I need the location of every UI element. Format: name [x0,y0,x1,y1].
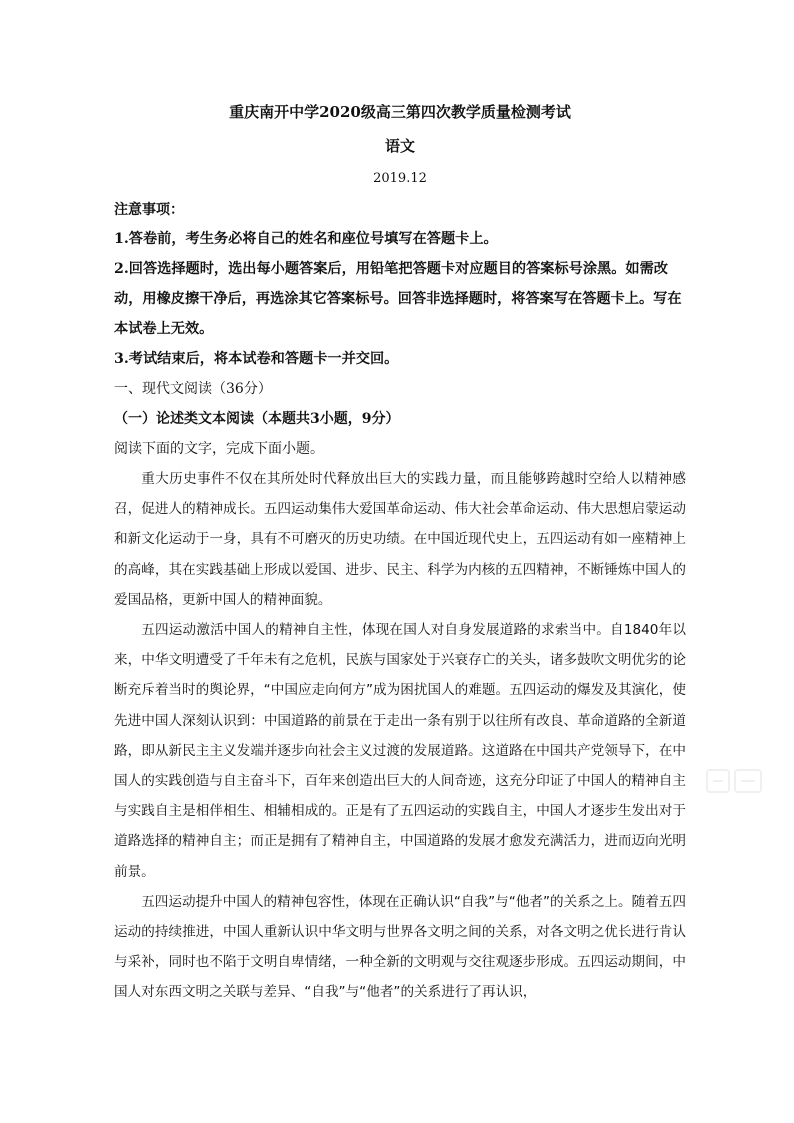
notice-item: 2.回答选择题时，选出每小题答案后，用铅笔把答题卡对应题目的答案标号涂黑。如需改动，用橡皮擦干净后，再选涂其它答案标号。回答非选择题时，将答案写在答题卡上。写在本试卷上无效。 [114,261,682,337]
notice-item: 3.考试结束后，将本试卷和答题卡一并交回。 [114,351,399,367]
exam-subject: 语文 [384,137,415,155]
passage-paragraph: 五四运动提升中国人的精神包容性，体现在正确认识“自我”与“他者”的关系之上。随着五四运动的持续推进，中国人重新认识中华文明与世界各文明之间的关系，对各文明之优长进行肯认与采补，同时也不陷于文明自卑情绪，一种全新的文明观与交往观逐步形成。五四运动期间，中国人对东西文明之关联与差异、“自我”与“他者”的关系进行了再认识， [114,893,686,1001]
notice-heading: 注意事项： [114,202,184,218]
section-heading: 一、现代文阅读（36分） [114,381,272,397]
exam-date: 2019.12 [373,171,427,186]
notice-list [114,224,686,374]
watermark-logo [705,764,765,798]
passage-paragraph: 重大历史事件不仅在其所处时代释放出巨大的实践力量，而且能够跨越时空给人以精神感召，促进人的精神成长。五四运动集伟大爱国革命运动、伟大社会革命运动、伟大思想启蒙运动和新文化运动于一身，具有不可磨灭的历史功绩。在中国近现代史上，五四运动有如一座精神上的高峰，其在实践基础上形成以爱国、进步、民主、科学为内核的五四精神，不断锤炼中国人的爱国品格，更新中国人的精神面貌。 [114,471,686,608]
notice-item: 1.答卷前，考生务必将自己的姓名和座位号填写在答题卡上。 [114,231,498,247]
page-content [114,100,686,1008]
reading-instruction: 阅读下面的文字，完成下面小题。 [114,441,324,457]
subsection-heading: （一）论述类文本阅读（本题共3小题，9分） [114,411,400,427]
exam-title: 重庆南开中学2020级高三第四次教学质量检测考试 [229,103,571,121]
passage-paragraph: 五四运动激活中国人的精神自主性，体现在国人对自身发展道路的求索当中。自1840年以来，中华文明遭受了千年未有之危机，民族与国家处于兴衰存亡的关头，诸多鼓吹文明优劣的论断充斥着当时的舆论界，“中国应走向何方”成为困扰国人的难题。五四运动的爆发及其演化，使先进中国人深刻认识到：中国道路的前景在于走出一条有别于以往所有改良、革命道路的全新道路，即从新民主主义发端并逐步向社会主义过渡的发展道路。这道路在中国共产党领导下，在中国人的实践创造与自主奋斗下，百年来创造出巨大的人间奇迹，这充分印证了中国人的精神自主与实践自主是相伴相生、相辅相成的。正是有了五四运动的实践自主，中国人才逐步生发出对于道路选择的精神自主；而正是拥有了精神自主，中国道路的发展才愈发充满活力，进而迈向光明前景。 [114,622,686,880]
